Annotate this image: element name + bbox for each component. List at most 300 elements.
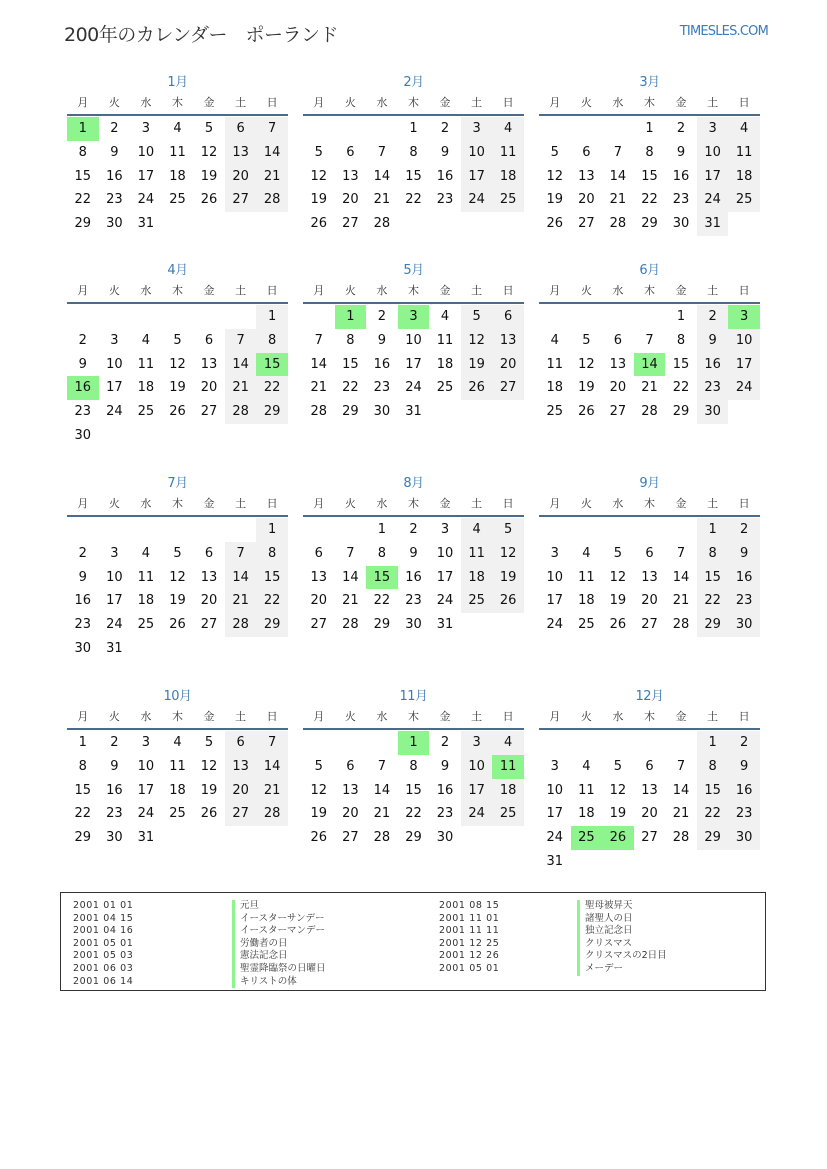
day-cell: 11: [169, 144, 186, 160]
month-name: 5月: [403, 263, 424, 278]
month-name: 6月: [639, 263, 660, 278]
day-cell: 15: [256, 566, 288, 590]
day-cell: 26: [200, 806, 218, 822]
weekday-label: 金: [675, 710, 687, 723]
day-cell: 11: [436, 332, 454, 348]
day-cell: 31: [137, 830, 155, 846]
day-cell: 10: [461, 141, 493, 165]
day-cell: 10: [546, 782, 564, 798]
holiday-date: 2001 06 14: [73, 975, 134, 987]
month-name: 4月: [167, 263, 188, 278]
day-cell: 30: [697, 400, 729, 424]
day-cell: 3: [461, 117, 493, 141]
day-cell: 18: [546, 380, 564, 396]
day-cell: 25: [492, 188, 524, 212]
day-cell: 25: [578, 617, 595, 633]
day-grid: [303, 518, 524, 637]
day-cell: 27: [492, 376, 524, 400]
day-cell: 1: [377, 522, 387, 537]
day-cell: 12: [310, 782, 328, 798]
day-cell: 29: [74, 830, 92, 846]
day-grid: [303, 117, 524, 236]
day-cell: 25: [137, 617, 155, 633]
legend-names-right: [577, 900, 667, 976]
day-cell: 30: [74, 640, 92, 656]
day-cell: 2: [697, 305, 729, 329]
day-cell: 18: [492, 779, 524, 803]
empty-cell: [162, 518, 194, 542]
weekday-label: 月: [77, 710, 89, 723]
day-cell: 16: [436, 168, 454, 184]
weekday-header: [67, 706, 288, 730]
day-cell: 22: [256, 589, 288, 613]
day-cell: 9: [78, 356, 87, 372]
day-cell: 16: [373, 356, 391, 372]
day-cell: 10: [697, 141, 729, 165]
weekday-label: 木: [643, 497, 655, 510]
weekday-label: 木: [171, 497, 183, 510]
day-cell: 26: [310, 216, 328, 232]
day-cell: 8: [645, 144, 654, 160]
weekday-label: 木: [171, 96, 183, 109]
day-cell: 23: [672, 192, 690, 208]
holiday-name: 元旦: [232, 900, 326, 913]
day-cell: 20: [578, 192, 595, 208]
day-cell: 24: [461, 802, 493, 826]
day-cell: 20: [342, 806, 359, 822]
empty-cell: [303, 731, 335, 755]
day-cell: 13: [578, 168, 595, 184]
day-cell: 20: [492, 353, 524, 377]
weekday-label: 水: [612, 284, 624, 297]
day-cell: 14: [672, 569, 690, 585]
weekday-label: 日: [502, 96, 514, 109]
day-cell: 22: [697, 802, 729, 826]
day-cell: 10: [405, 332, 422, 348]
day-cell: 12: [609, 569, 627, 585]
day-cell: 21: [225, 376, 257, 400]
day-cell: 27: [641, 830, 658, 846]
month-block: [303, 688, 524, 850]
day-cell: 27: [225, 188, 257, 212]
day-cell: 8: [409, 144, 418, 160]
holiday-name: キリストの体: [232, 976, 326, 989]
day-cell: 1: [398, 731, 430, 755]
day-cell: 18: [137, 593, 155, 609]
day-cell: 4: [173, 121, 182, 136]
day-cell: 2: [377, 309, 387, 324]
day-cell: 11: [578, 782, 595, 798]
day-cell: 21: [641, 380, 658, 396]
day-cell: 27: [225, 802, 257, 826]
day-cell: 25: [461, 589, 493, 613]
day-cell: 10: [106, 569, 123, 585]
day-cell: 19: [609, 593, 627, 609]
weekday-label: 木: [643, 710, 655, 723]
day-cell: 15: [405, 782, 422, 798]
day-cell: 13: [225, 755, 257, 779]
empty-cell: [67, 305, 99, 329]
day-cell: 1: [67, 117, 99, 141]
legend-dates-left: [73, 900, 133, 988]
empty-cell: [99, 518, 131, 542]
empty-cell: [99, 305, 131, 329]
holiday-date: 2001 05 03: [73, 950, 134, 962]
day-cell: 5: [550, 144, 559, 160]
empty-cell: [225, 518, 257, 542]
day-cell: 14: [342, 569, 359, 585]
day-cell: 4: [461, 518, 493, 542]
day-cell: 18: [578, 593, 595, 609]
day-cell: 26: [461, 376, 493, 400]
day-cell: 24: [137, 192, 155, 208]
weekday-label: 金: [675, 96, 687, 109]
holiday-name: 聖母被昇天: [577, 900, 667, 913]
day-cell: 21: [609, 192, 627, 208]
day-cell: 16: [67, 376, 99, 400]
day-cell: 28: [373, 216, 391, 232]
weekday-label: 火: [344, 497, 356, 510]
day-cell: 18: [436, 356, 454, 372]
day-cell: 11: [728, 141, 760, 165]
weekday-label: 水: [140, 96, 152, 109]
weekday-label: 水: [376, 96, 388, 109]
day-cell: 27: [641, 617, 658, 633]
day-cell: 7: [346, 545, 355, 561]
day-cell: 6: [314, 545, 323, 561]
holiday-date: 2001 05 01: [439, 962, 500, 974]
day-cell: 28: [672, 617, 690, 633]
day-cell: 21: [373, 192, 391, 208]
empty-cell: [67, 518, 99, 542]
day-cell: 3: [728, 305, 760, 329]
day-cell: 4: [550, 332, 559, 348]
day-cell: 4: [582, 758, 591, 774]
holiday-legend: [60, 892, 766, 991]
day-cell: 9: [409, 545, 418, 561]
weekday-label: 木: [171, 710, 183, 723]
holiday-date: 2001 11 01: [439, 912, 500, 924]
empty-cell: [539, 518, 571, 542]
day-cell: 17: [546, 593, 564, 609]
holiday-date: 2001 12 26: [439, 950, 500, 962]
day-cell: 8: [78, 758, 87, 774]
day-cell: 6: [225, 117, 257, 141]
day-cell: 29: [697, 613, 729, 637]
empty-cell: [665, 518, 697, 542]
day-cell: 11: [492, 141, 524, 165]
day-cell: 19: [169, 380, 186, 396]
holiday-date: 2001 04 16: [73, 925, 134, 937]
day-cell: 13: [342, 782, 359, 798]
day-cell: 20: [310, 593, 328, 609]
holiday-date: 2001 05 01: [73, 937, 134, 949]
day-cell: 23: [405, 593, 422, 609]
day-cell: 11: [169, 758, 186, 774]
day-cell: 6: [613, 332, 623, 348]
day-cell: 29: [256, 613, 288, 637]
month-name: 8月: [403, 476, 424, 491]
day-cell: 4: [141, 332, 151, 348]
day-cell: 31: [697, 212, 729, 236]
day-cell: 8: [377, 545, 387, 561]
holiday-date: 2001 06 03: [73, 962, 134, 974]
day-cell: 2: [110, 735, 119, 750]
day-cell: 3: [440, 522, 450, 537]
day-cell: 10: [436, 545, 454, 561]
day-cell: 8: [78, 144, 87, 160]
weekday-label: 金: [439, 284, 451, 297]
day-grid: [303, 731, 524, 850]
day-cell: 9: [110, 758, 119, 774]
weekday-label: 日: [738, 284, 750, 297]
empty-cell: [130, 518, 162, 542]
weekday-label: 月: [313, 710, 325, 723]
day-cell: 6: [204, 332, 214, 348]
month-name: 3月: [639, 75, 660, 90]
day-cell: 13: [342, 168, 359, 184]
day-cell: 17: [697, 165, 729, 189]
weekday-header: [303, 92, 524, 116]
weekday-label: 月: [77, 96, 89, 109]
day-cell: 5: [204, 735, 214, 750]
day-cell: 30: [74, 427, 92, 443]
day-cell: 24: [546, 617, 564, 633]
empty-cell: [366, 731, 398, 755]
day-cell: 30: [728, 826, 760, 850]
day-cell: 14: [609, 168, 627, 184]
day-cell: 22: [697, 589, 729, 613]
empty-cell: [303, 518, 335, 542]
weekday-label: 金: [439, 710, 451, 723]
day-cell: 18: [492, 165, 524, 189]
day-cell: 8: [346, 332, 355, 348]
day-cell: 16: [106, 168, 123, 184]
day-cell: 10: [106, 356, 123, 372]
day-cell: 21: [672, 593, 690, 609]
day-cell: 17: [405, 356, 422, 372]
day-cell: 29: [641, 216, 658, 232]
day-cell: 3: [141, 121, 151, 136]
day-cell: 22: [405, 806, 422, 822]
day-cell: 29: [74, 216, 92, 232]
day-cell: 27: [578, 216, 595, 232]
weekday-label: 火: [580, 710, 592, 723]
holiday-name: クリスマス: [577, 938, 667, 951]
weekday-label: 月: [313, 284, 325, 297]
day-cell: 23: [436, 806, 454, 822]
day-cell: 1: [256, 305, 288, 329]
day-grid: [539, 117, 760, 236]
day-cell: 2: [78, 545, 87, 561]
page-title: 200年のカレンダー ポーランド: [64, 24, 339, 46]
day-cell: 20: [342, 192, 359, 208]
day-cell: 26: [200, 192, 218, 208]
day-cell: 1: [676, 309, 686, 324]
day-cell: 23: [74, 617, 92, 633]
day-cell: 14: [373, 168, 391, 184]
day-cell: 24: [461, 188, 493, 212]
day-cell: 29: [342, 404, 359, 420]
day-cell: 7: [377, 758, 387, 774]
weekday-label: 土: [471, 96, 483, 109]
weekday-label: 日: [502, 284, 514, 297]
day-cell: 13: [641, 782, 658, 798]
day-cell: 15: [641, 168, 658, 184]
weekday-label: 金: [203, 710, 215, 723]
weekday-header: [303, 706, 524, 730]
weekday-label: 土: [707, 284, 719, 297]
weekday-label: 火: [580, 284, 592, 297]
empty-cell: [571, 305, 603, 329]
day-cell: 4: [141, 545, 151, 561]
day-cell: 7: [613, 144, 623, 160]
day-cell: 27: [310, 617, 328, 633]
day-cell: 28: [641, 404, 658, 420]
empty-cell: [303, 305, 335, 329]
day-cell: 19: [200, 168, 218, 184]
holiday-name: クリスマスの2日目: [577, 950, 667, 963]
day-cell: 2: [409, 522, 418, 537]
weekday-label: 水: [612, 497, 624, 510]
day-grid: [67, 117, 288, 236]
day-cell: 13: [310, 569, 328, 585]
empty-cell: [193, 305, 225, 329]
day-cell: 6: [645, 758, 654, 774]
day-cell: 24: [137, 806, 155, 822]
weekday-label: 金: [203, 284, 215, 297]
day-cell: 1: [697, 518, 729, 542]
day-cell: 11: [492, 755, 524, 779]
month-name: 9月: [639, 476, 660, 491]
weekday-label: 日: [738, 497, 750, 510]
weekday-label: 土: [235, 96, 247, 109]
weekday-label: 火: [344, 284, 356, 297]
weekday-label: 火: [344, 710, 356, 723]
day-cell: 17: [728, 353, 760, 377]
day-cell: 20: [200, 593, 218, 609]
weekday-label: 火: [108, 710, 120, 723]
weekday-label: 月: [549, 710, 561, 723]
weekday-label: 日: [738, 710, 750, 723]
day-cell: 26: [546, 216, 564, 232]
day-cell: 12: [169, 569, 186, 585]
day-cell: 10: [461, 755, 493, 779]
day-cell: 27: [609, 404, 627, 420]
day-cell: 2: [728, 518, 760, 542]
day-cell: 26: [169, 617, 186, 633]
empty-cell: [366, 117, 398, 141]
holiday-name: 憲法記念日: [232, 950, 326, 963]
day-cell: 14: [634, 353, 666, 377]
day-cell: 24: [546, 830, 564, 846]
day-cell: 15: [405, 168, 422, 184]
weekday-label: 金: [439, 497, 451, 510]
weekday-header: [67, 493, 288, 517]
day-cell: 28: [342, 617, 359, 633]
weekday-header: [539, 493, 760, 517]
weekday-label: 水: [612, 96, 624, 109]
day-cell: 19: [609, 806, 627, 822]
day-grid: [67, 518, 288, 661]
day-cell: 7: [676, 545, 686, 561]
day-cell: 17: [546, 806, 564, 822]
day-cell: 12: [169, 356, 186, 372]
day-cell: 20: [225, 779, 257, 803]
day-cell: 30: [728, 613, 760, 637]
day-cell: 21: [310, 380, 328, 396]
weekday-label: 土: [471, 710, 483, 723]
empty-cell: [335, 518, 367, 542]
day-cell: 15: [366, 566, 398, 590]
month-block: [303, 475, 524, 637]
empty-cell: [602, 305, 634, 329]
day-cell: 28: [225, 400, 257, 424]
weekday-label: 火: [108, 497, 120, 510]
day-cell: 1: [78, 735, 87, 750]
weekday-label: 火: [108, 284, 120, 297]
day-cell: 16: [728, 779, 760, 803]
holiday-date: 2001 08 15: [439, 900, 500, 911]
day-cell: 13: [225, 141, 257, 165]
day-cell: 6: [346, 758, 355, 774]
day-cell: 20: [200, 380, 218, 396]
day-cell: 4: [440, 309, 450, 324]
weekday-label: 月: [313, 96, 325, 109]
day-cell: 14: [256, 141, 288, 165]
day-cell: 6: [225, 731, 257, 755]
day-cell: 1: [409, 121, 418, 136]
holiday-name: 労働者の日: [232, 938, 326, 951]
weekday-header: [303, 493, 524, 517]
day-cell: 18: [169, 782, 186, 798]
weekday-label: 金: [675, 497, 687, 510]
brand-link[interactable]: TIMESLES.COM: [679, 24, 768, 39]
day-cell: 22: [672, 380, 690, 396]
day-cell: 3: [398, 305, 430, 329]
empty-cell: [602, 518, 634, 542]
weekday-label: 土: [707, 710, 719, 723]
day-cell: 10: [728, 329, 760, 353]
day-cell: 21: [256, 779, 288, 803]
holiday-date: 2001 12 25: [439, 937, 500, 949]
weekday-label: 木: [407, 710, 419, 723]
weekday-header: [303, 280, 524, 304]
day-cell: 31: [405, 404, 422, 420]
day-cell: 19: [578, 380, 595, 396]
day-cell: 14: [225, 353, 257, 377]
day-cell: 27: [342, 830, 359, 846]
empty-cell: [225, 305, 257, 329]
day-grid: [539, 731, 760, 874]
day-cell: 18: [169, 168, 186, 184]
day-cell: 16: [106, 782, 123, 798]
weekday-label: 月: [549, 284, 561, 297]
day-cell: 29: [697, 826, 729, 850]
day-cell: 7: [225, 542, 257, 566]
empty-cell: [634, 518, 666, 542]
empty-cell: [539, 731, 571, 755]
day-cell: 13: [200, 569, 218, 585]
month-name: 12月: [635, 689, 664, 704]
day-cell: 5: [582, 332, 591, 348]
day-cell: 30: [405, 617, 422, 633]
day-cell: 24: [728, 376, 760, 400]
empty-cell: [335, 117, 367, 141]
legend-dates-right: [439, 900, 499, 976]
day-cell: 18: [137, 380, 155, 396]
day-cell: 24: [697, 188, 729, 212]
